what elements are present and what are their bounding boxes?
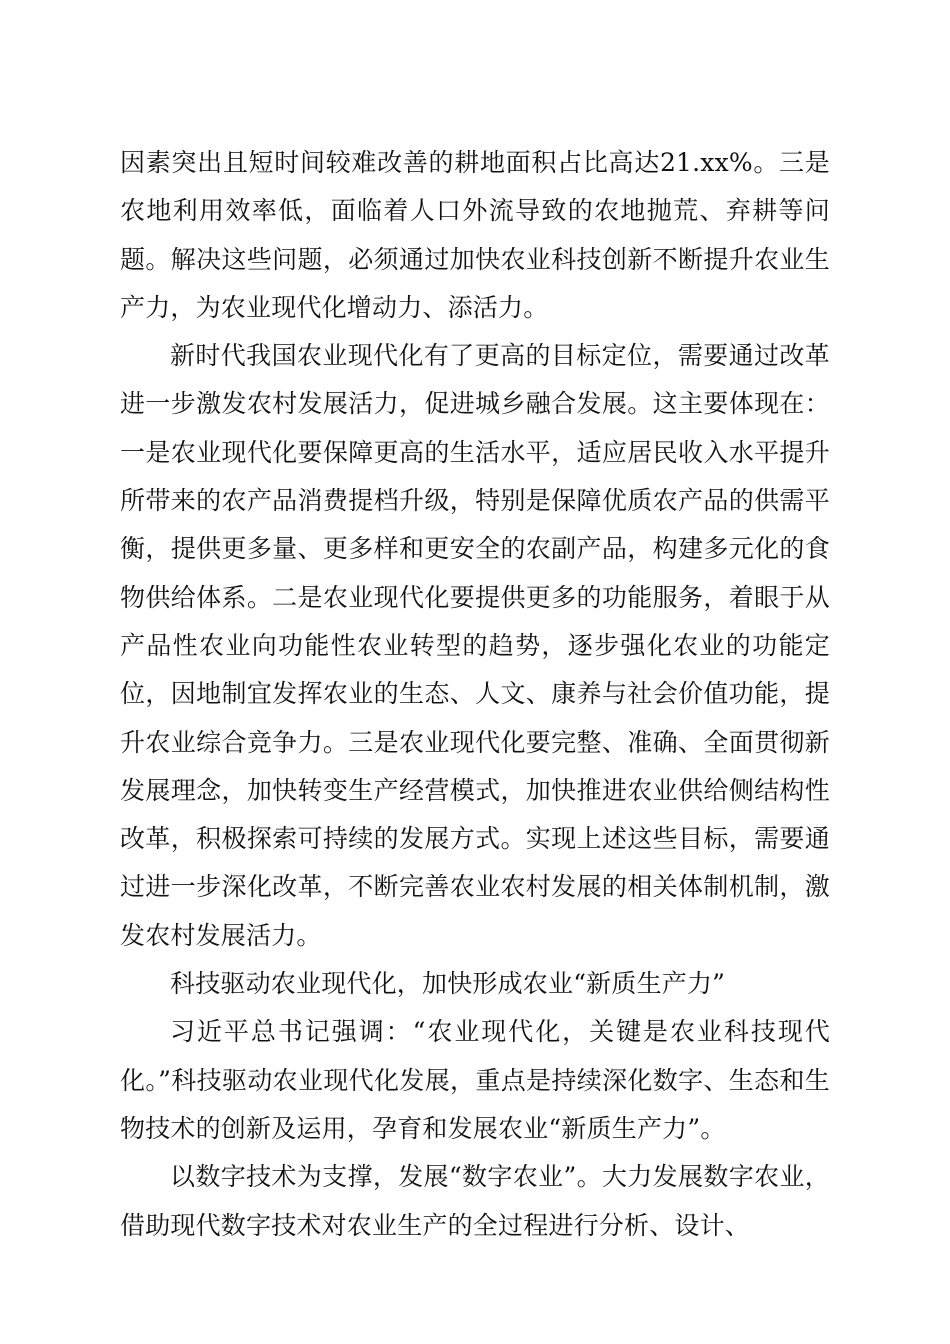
paragraph-2: 新时代我国农业现代化有了更高的目标定位，需要通过改革进一步激发农村发展活力，促进城乡融合发展。这主要体现在：一是农业现代化要保障更高的生活水平，适应居民收入水平提升所带来的农产品消费提档升级，特别是保障优质农产品的供需平衡，提供更多量、更多样和更安全的农副产品，构建多元化的食物供给体系。二是农业现代化要提供更多的功能服务，着眼于从产品性农业向功能性农业转型的趋势，逐步强化农业的功能定位，因地制宜发挥农业的生态、人文、康养与社会价值功能，提升农业综合竞争力。三是农业现代化要完整、准确、全面贯彻新发展理念，加快转变生产经营模式，加快推进农业供给侧结构性改革，积极探索可持续的发展方式。实现上述这些目标，需要通过进一步深化改革，不断完善农业农村发展的相关体制机制，激发农村发展活力。	[120, 341, 830, 950]
paragraph-1: 因素突出且短时间较难改善的耕地面积占比高达21.xx%。三是农地利用效率低，面临着人口外流导致的农地抛荒、弃耕等问题。解决这些问题，必须通过加快农业科技创新不断提升农业生产力，为农业现代化增动力、添活力。	[120, 148, 830, 322]
paragraph-3: 习近平总书记强调：“农业现代化，关键是农业科技现代化。”科技驱动农业现代化发展，重点是持续深化数字、生态和生物技术的创新及运用，孕育和发展农业“新质生产力”。	[120, 1017, 830, 1143]
document-body	[120, 139, 830, 1250]
section-heading: 科技驱动农业现代化，加快形成农业“新质生产力”	[170, 969, 726, 999]
paragraph-4: 以数字技术为支撑，发展“数字农业”。大力发展数字农业，借助现代数字技术对农业生产的全过程进行分析、设计、	[120, 1162, 830, 1240]
